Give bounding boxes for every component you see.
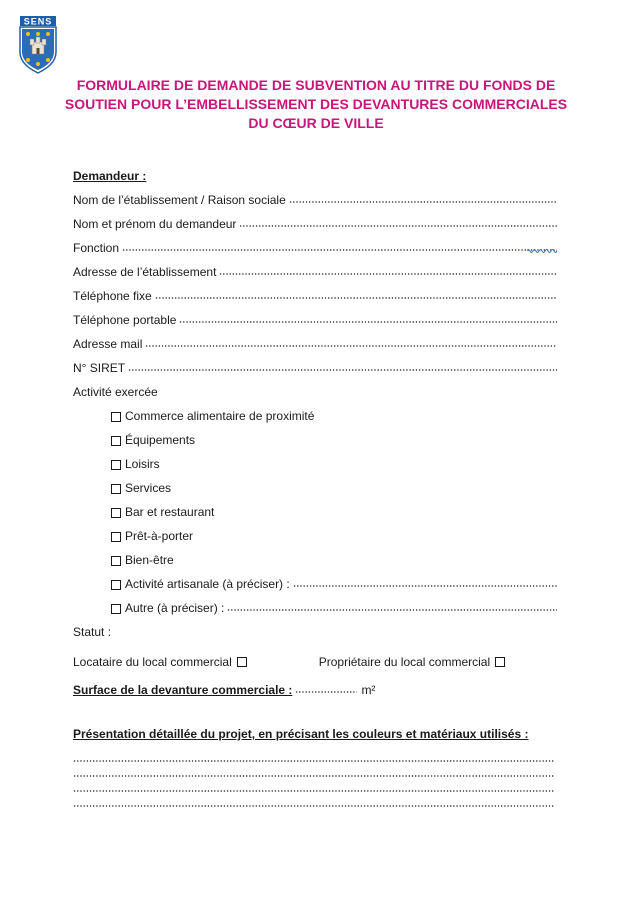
field-row-siret[interactable] bbox=[73, 357, 559, 375]
checkbox[interactable] bbox=[111, 580, 121, 590]
activite-option-label: Commerce alimentaire de proximité bbox=[125, 409, 315, 423]
field-label: Téléphone portable bbox=[73, 313, 177, 327]
fill-line[interactable] bbox=[227, 608, 557, 612]
fill-line[interactable] bbox=[219, 272, 557, 276]
activite-option-label: Activité artisanale (à préciser) : bbox=[125, 577, 290, 591]
activite-option[interactable] bbox=[111, 525, 559, 543]
checkbox[interactable] bbox=[237, 657, 247, 667]
activite-label-row bbox=[73, 381, 559, 399]
activite-option-label: Bien-être bbox=[125, 553, 174, 567]
activite-label: Activité exercée bbox=[73, 385, 158, 399]
logo-text: SENS bbox=[23, 16, 53, 27]
activite-option[interactable] bbox=[111, 597, 559, 615]
checkbox[interactable] bbox=[111, 436, 121, 446]
fill-line[interactable] bbox=[122, 248, 557, 252]
presentation-label: Présentation détaillée du projet, en précisant les couleurs et matériaux utilisés : bbox=[73, 727, 529, 741]
statut-options-row bbox=[73, 651, 559, 669]
title-line-1: FORMULAIRE DE DEMANDE DE SUBVENTION AU TITRE DU FONDS DE bbox=[76, 77, 556, 93]
presentation-line[interactable] bbox=[73, 758, 555, 764]
statut-option-label: Locataire du local commercial bbox=[73, 655, 232, 669]
field-label: Adresse de l’établissement bbox=[73, 265, 217, 279]
field-row-nom-etablissement[interactable] bbox=[73, 189, 559, 207]
fill-line[interactable] bbox=[128, 368, 557, 372]
activite-option[interactable] bbox=[111, 429, 559, 447]
field-row-adresse-mail[interactable] bbox=[73, 333, 559, 351]
city-crest-logo bbox=[18, 16, 58, 74]
activite-option[interactable] bbox=[111, 477, 559, 495]
checkbox[interactable] bbox=[111, 556, 121, 566]
checkbox[interactable] bbox=[111, 412, 121, 422]
surface-label: Surface de la devanture commerciale : bbox=[73, 683, 293, 697]
checkbox[interactable] bbox=[111, 604, 121, 614]
activite-option[interactable] bbox=[111, 549, 559, 567]
fill-line[interactable] bbox=[289, 200, 557, 204]
field-row-adresse[interactable] bbox=[73, 261, 559, 279]
presentation-line[interactable] bbox=[73, 788, 555, 794]
checkbox[interactable] bbox=[111, 460, 121, 470]
field-label: Téléphone fixe bbox=[73, 289, 152, 303]
activite-option[interactable] bbox=[111, 405, 559, 423]
statut-label: Statut : bbox=[73, 625, 112, 639]
fill-line[interactable] bbox=[293, 584, 557, 588]
demandeur-heading: Demandeur : bbox=[73, 169, 147, 183]
fill-line[interactable] bbox=[155, 296, 557, 300]
checkbox[interactable] bbox=[111, 508, 121, 518]
surface-fill-line[interactable] bbox=[295, 690, 357, 694]
field-label: Nom et prénom du demandeur bbox=[73, 217, 237, 231]
statut-option-locataire[interactable] bbox=[73, 655, 247, 669]
field-label: N° SIRET bbox=[73, 361, 126, 375]
field-label: Adresse mail bbox=[73, 337, 143, 351]
fill-line[interactable] bbox=[239, 224, 557, 228]
activite-option-label: Prêt-à-porter bbox=[125, 529, 194, 543]
statut-label-row bbox=[73, 621, 559, 639]
activite-option[interactable] bbox=[111, 573, 559, 591]
surface-unit: m² bbox=[361, 683, 376, 697]
activite-option-label: Loisirs bbox=[125, 457, 160, 471]
statut-option-label: Propriétaire du local commercial bbox=[318, 655, 491, 669]
spellcheck-squiggle bbox=[527, 247, 557, 253]
activite-option-label: Bar et restaurant bbox=[125, 505, 215, 519]
demandeur-heading-row bbox=[73, 165, 559, 183]
activite-option[interactable] bbox=[111, 501, 559, 519]
activite-option-label: Équipements bbox=[125, 433, 196, 447]
field-row-fonction[interactable] bbox=[73, 237, 559, 255]
activite-option[interactable] bbox=[111, 453, 559, 471]
statut-option-proprietaire[interactable] bbox=[319, 655, 505, 669]
title-line-2: SOUTIEN POUR L’EMBELLISSEMENT DES DEVANTURES COMMERCIALES bbox=[64, 96, 568, 112]
field-label: Nom de l’établissement / Raison sociale bbox=[73, 193, 286, 207]
activite-option-label: Services bbox=[125, 481, 172, 495]
activite-option-label: Autre (à préciser) : bbox=[125, 601, 225, 615]
field-label: Fonction bbox=[73, 241, 120, 255]
title-line-3: DU CŒUR DE VILLE bbox=[248, 115, 384, 131]
presentation-heading-row bbox=[73, 723, 559, 741]
field-row-telephone-fixe[interactable] bbox=[73, 285, 559, 303]
surface-row[interactable] bbox=[73, 679, 559, 697]
field-row-telephone-portable[interactable] bbox=[73, 309, 559, 327]
presentation-line[interactable] bbox=[73, 773, 555, 779]
checkbox[interactable] bbox=[111, 532, 121, 542]
fill-line[interactable] bbox=[145, 344, 557, 348]
form-title bbox=[40, 76, 592, 133]
checkbox[interactable] bbox=[111, 484, 121, 494]
field-row-nom-prenom[interactable] bbox=[73, 213, 559, 231]
presentation-line[interactable] bbox=[73, 803, 555, 809]
checkbox[interactable] bbox=[495, 657, 505, 667]
fill-line[interactable] bbox=[179, 320, 557, 324]
